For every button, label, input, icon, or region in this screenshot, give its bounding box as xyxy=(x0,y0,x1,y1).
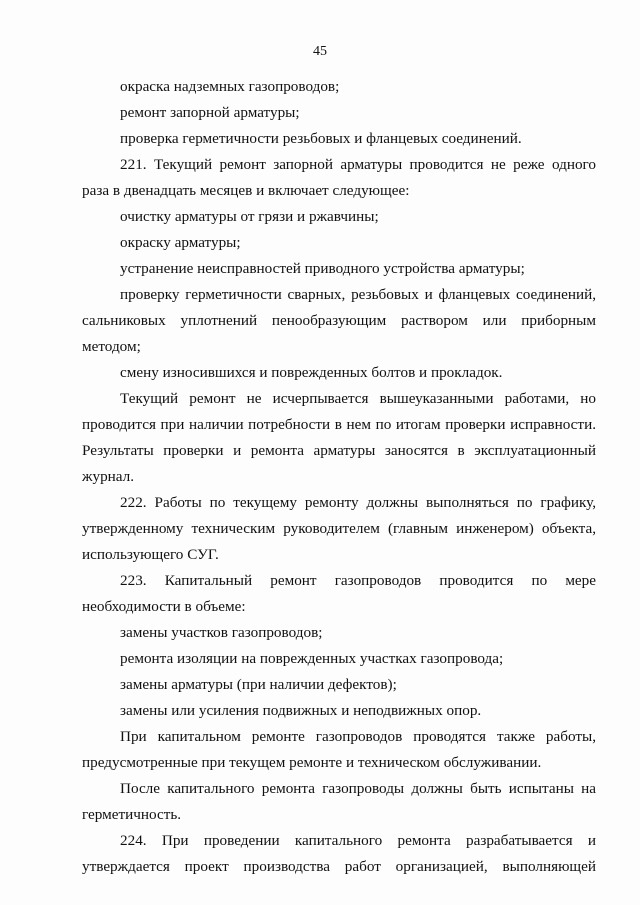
list-item: замены арматуры (при наличии дефектов); xyxy=(120,676,397,693)
list-item: устранение неисправностей приводного устройства арматуры; xyxy=(120,260,525,277)
page-number: 45 xyxy=(313,44,327,59)
paragraph-224: 224. При проведении капитального ремонта разрабатывается и утверждается проект производства работ организацией, выполняющей xyxy=(82,832,596,875)
paragraph-223: 223. Капитальный ремонт газопроводов проводится по мере необходимости в объеме: xyxy=(82,572,596,615)
list-item: замены или усиления подвижных и неподвижных опор. xyxy=(120,702,482,719)
list-item: ремонт запорной арматуры; xyxy=(120,104,300,121)
list-item: очистку арматуры от грязи и ржавчины; xyxy=(120,208,379,225)
list-item: смену износившихся и поврежденных болтов и прокладок. xyxy=(120,364,503,381)
paragraph: При капитальном ремонте газопроводов проводятся также работы, предусмотренные при текущем ремонте и техническом обслуживании. xyxy=(82,728,596,771)
paragraph-221: 221. Текущий ремонт запорной арматуры проводится не реже одного раза в двенадцать месяцев и включает следующее: xyxy=(82,156,596,199)
paragraph: После капитального ремонта газопроводы должны быть испытаны на герметичность. xyxy=(82,780,596,823)
list-item: проверка герметичности резьбовых и фланцевых соединений. xyxy=(120,130,522,147)
list-item: окраска надземных газопроводов; xyxy=(120,78,340,95)
paragraph: проверку герметичности сварных, резьбовых и фланцевых соединений, сальниковых уплотнений пенообразующим раствором или приборным методом; xyxy=(82,286,596,355)
paragraph: Текущий ремонт не исчерпывается вышеуказанными работами, но проводится при наличии потребности в нем по итогам проверки исправности. Результаты проверки и ремонта арматуры заносятся в эксплуатационный журнал. xyxy=(82,390,596,485)
list-item: окраску арматуры; xyxy=(120,234,241,251)
list-item: замены участков газопроводов; xyxy=(120,624,323,641)
list-item: ремонта изоляции на поврежденных участках газопровода; xyxy=(120,650,504,667)
paragraph-222: 222. Работы по текущему ремонту должны выполняться по графику, утвержденному техническим руководителем (главным инженером) объекта, использующего СУГ. xyxy=(82,494,596,563)
document-body xyxy=(82,74,596,880)
